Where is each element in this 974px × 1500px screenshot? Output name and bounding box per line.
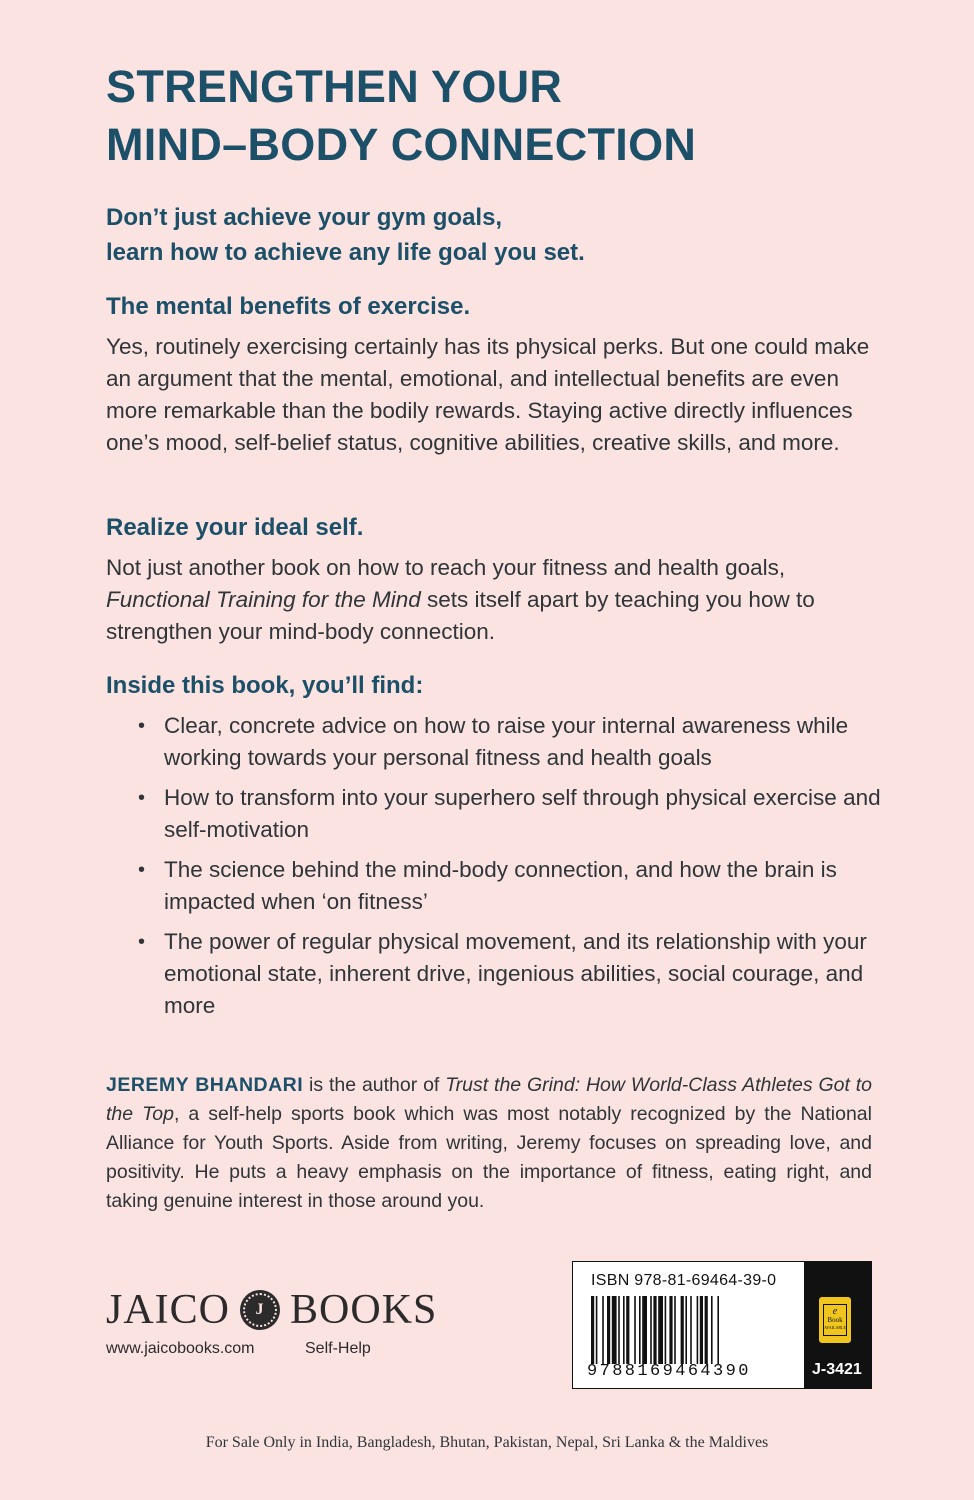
section-heading-mental-benefits: The mental benefits of exercise. — [106, 293, 471, 320]
ideal-self-text-end: sets itself apart by teaching you how to strengthen your mind-body connection. — [106, 587, 815, 644]
list-item — [136, 854, 896, 918]
bio-text-2: , a self-help sports book which was most notably recognized by the National Alliance for Youth Sports. Aside from writing, Jeremy focuses on spreading love, and positivity. He puts a heavy emphasis on the importance of fitness, eating right, and taking genuine interest in those around you. — [106, 1103, 872, 1212]
ebook-available: AVAILABLE — [824, 1325, 846, 1330]
author-book-title: Trust the Grind: How World-Class Athletes Got to the Top — [106, 1074, 872, 1125]
publisher-emblem-letter: J — [255, 1301, 265, 1318]
ebook-available-icon — [819, 1297, 851, 1343]
author-bio — [106, 1071, 872, 1216]
feature-list — [136, 710, 896, 1030]
tagline-line-2: learn how to achieve any life goal you set. — [106, 239, 585, 266]
publisher-name-right: BOOKS — [290, 1287, 438, 1333]
tagline — [106, 200, 585, 270]
list-item — [136, 926, 896, 1022]
section-heading-inside-book: Inside this book, you’ll find: — [106, 672, 424, 699]
list-item-text: The power of regular physical movement, and its relationship with your emotional state, inherent drive, ingenious abilities, social courage, and more — [164, 929, 867, 1018]
isbn-digits: 9788169464390 — [587, 1362, 751, 1381]
ebook-letter: e — [832, 1306, 838, 1317]
bullet-icon: • — [138, 859, 146, 881]
ideal-self-text-start: Not just another book on how to reach your fitness and health goals, — [106, 555, 786, 580]
title-line-2: MIND–BODY CONNECTION — [106, 119, 697, 170]
list-item-text: Clear, concrete advice on how to raise your internal awareness while working towards your personal fitness and health goals — [164, 713, 849, 770]
tagline-line-1: Don’t just achieve your gym goals, — [106, 204, 503, 231]
catalog-code: J-3421 — [812, 1361, 862, 1378]
barcode-panel — [573, 1262, 804, 1388]
section-body-ideal-self — [106, 552, 886, 648]
publisher-emblem-icon — [240, 1290, 280, 1330]
barcode-icon — [591, 1296, 791, 1364]
bullet-icon: • — [138, 787, 146, 809]
list-item-text: How to transform into your superhero self through physical exercise and self-motivation — [164, 785, 881, 842]
section-body-mental-benefits: Yes, routinely exercising certainly has its physical perks. But one could make an argument that the mental, emotional, and intellectual benefits are even more remarkable than the bodily rewards. Staying active directly influences one’s mood, self-belief status, cognitive abilities, creative skills, and more. — [106, 334, 870, 455]
section-heading-ideal-self: Realize your ideal self. — [106, 514, 364, 541]
title-line-1: STRENGTHEN YOUR — [106, 61, 563, 112]
list-item — [136, 782, 896, 846]
list-item — [136, 710, 896, 774]
bullet-icon: • — [138, 715, 146, 737]
list-item-text: The science behind the mind-body connection, and how the brain is impacted when ‘on fitness’ — [164, 857, 837, 914]
isbn-block — [572, 1261, 872, 1389]
back-cover-title — [106, 58, 696, 174]
bullet-icon: • — [138, 931, 146, 953]
genre-label: Self-Help — [305, 1340, 371, 1357]
sale-notice: For Sale Only in India, Bangladesh, Bhutan, Pakistan, Nepal, Sri Lanka & the Maldives — [205, 1434, 769, 1451]
publisher-name-left: JAICO — [106, 1287, 231, 1333]
publisher-logo — [106, 1286, 437, 1334]
author-name: JEREMY BHANDARI — [106, 1074, 304, 1096]
book-title-italic: Functional Training for the Mind — [106, 587, 421, 612]
ebook-word: Book — [827, 1316, 843, 1324]
bio-text-1: is the author of — [303, 1074, 446, 1096]
isbn-label: ISBN 978-81-69464-39-0 — [591, 1272, 777, 1289]
publisher-website: www.jaicobooks.com — [106, 1340, 255, 1357]
